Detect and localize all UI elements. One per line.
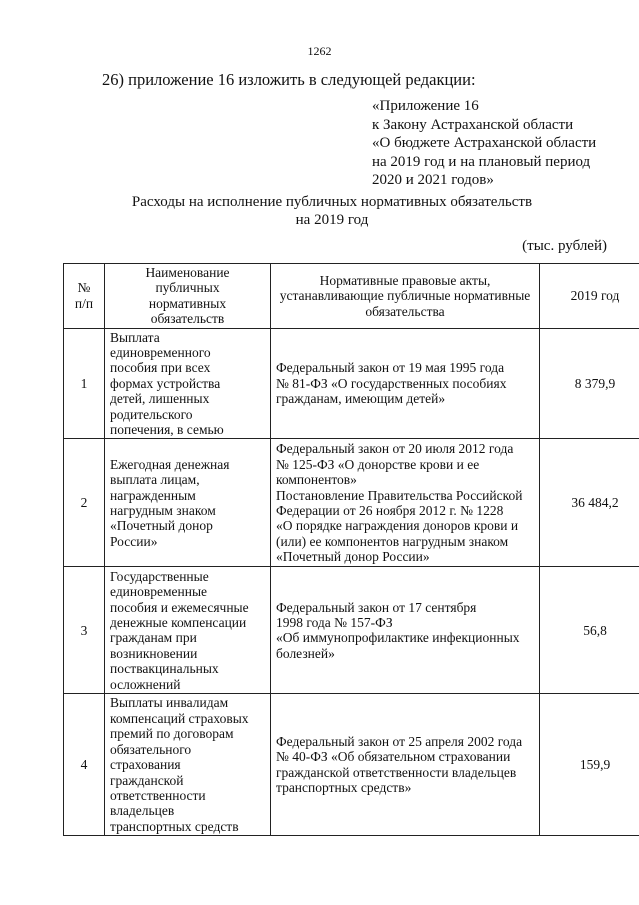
table-row	[64, 328, 639, 439]
header-line: Наименование	[145, 265, 230, 280]
acts-line: гражданам, имеющим детей»	[276, 391, 446, 407]
header-line: устанавливающие публичные нормативные	[279, 288, 531, 304]
amount-2019: 56,8	[540, 567, 639, 694]
acts-line: Федеральный закон от 20 июля 2012 года	[276, 441, 514, 457]
name-line: нагрудным знаком	[110, 502, 216, 518]
legal-acts	[271, 567, 540, 694]
appendix-header-line: «Приложение 16	[372, 98, 479, 114]
name-line: гражданам при	[110, 630, 197, 646]
table-title	[0, 193, 639, 229]
name-line: награжденным	[110, 487, 196, 503]
header-line: №	[77, 280, 91, 296]
name-line: родительского	[110, 406, 193, 422]
acts-line: № 125-ФЗ «О донорстве крови и ее	[276, 456, 480, 472]
acts-line: компонентов»	[276, 472, 357, 488]
table-row	[64, 567, 639, 694]
header-line: обязательств	[150, 311, 225, 327]
acts-line: Федерации от 26 ноября 2012 г. № 1228	[276, 502, 504, 518]
table-title-line: Расходы на исполнение публичных нормативных обязательств	[131, 194, 533, 210]
legal-acts	[271, 439, 540, 567]
amount-2019: 159,9	[540, 694, 639, 836]
name-line: премий по договорам	[110, 726, 234, 742]
appendix-header-line: на 2019 год и на плановый период	[372, 153, 591, 170]
name-line: денежные компенсации	[110, 615, 247, 631]
name-line: поствакцинальных	[110, 661, 219, 677]
acts-line: (или) ее компонентов нагрудным знаком	[276, 533, 509, 549]
name-line: Выплаты инвалидам	[110, 695, 229, 711]
header-year	[540, 264, 639, 329]
obligation-name	[105, 567, 271, 694]
page-number: 1262	[307, 44, 332, 58]
acts-line: «Об иммунопрофилактике инфекционных	[276, 630, 520, 646]
acts-line: транспортных средств»	[276, 780, 412, 796]
name-line: обязательного	[110, 741, 192, 757]
amount-2019: 8 379,9	[540, 328, 639, 439]
table-row	[64, 439, 639, 567]
row-number: 1	[64, 328, 105, 439]
name-line: транспортных средств	[110, 818, 239, 834]
obligations-table	[63, 263, 639, 836]
row-number: 2	[64, 439, 105, 567]
name-line: Ежегодная денежная	[110, 456, 230, 472]
header-line: нормативных	[148, 295, 227, 311]
header-num	[64, 264, 105, 329]
acts-line: № 40-ФЗ «Об обязательном страховании	[276, 749, 511, 765]
name-line: пособия и ежемесячные	[110, 599, 249, 615]
units-label: (тыс. рублей)	[522, 238, 607, 254]
header-line: Нормативные правовые акты,	[319, 272, 491, 288]
appendix-header-line: 2020 и 2021 годов»	[372, 172, 494, 188]
table-row	[64, 694, 639, 836]
row-number: 4	[64, 694, 105, 836]
name-line: выплата лицам,	[110, 472, 200, 488]
table-header-row	[64, 264, 639, 329]
name-line: страхования	[110, 757, 181, 773]
legal-acts	[271, 694, 540, 836]
acts-line: гражданской ответственности владельцев	[276, 764, 517, 780]
table-title-line: на 2019 год	[295, 212, 369, 228]
name-line: единовременного	[110, 345, 211, 361]
header-line: публичных	[155, 280, 220, 296]
header-line: обязательства	[365, 303, 445, 319]
acts-line: болезней»	[276, 645, 335, 661]
amendment-instruction: 26) приложение 16 изложить в следующей редакции:	[102, 70, 476, 89]
name-line: «Почетный донор	[110, 518, 213, 534]
name-line: детей, лишенных	[110, 391, 210, 407]
name-line: возникновении	[110, 645, 198, 661]
acts-line: «О порядке награждения доноров крови и	[276, 518, 519, 534]
appendix-header-line: «О бюджете Астраханской области	[372, 135, 597, 151]
acts-line: Федеральный закон от 17 сентября	[276, 599, 477, 615]
name-line: пособия при всех	[110, 360, 211, 376]
appendix-header	[372, 97, 596, 190]
acts-line: 1998 года № 157-ФЗ	[276, 615, 393, 631]
name-line: формах устройства	[110, 375, 221, 391]
header-line: п/п	[74, 295, 94, 311]
name-line: ответственности	[110, 787, 206, 803]
row-number: 3	[64, 567, 105, 694]
acts-line: «Почетный донор России»	[276, 549, 430, 565]
amount-2019: 36 484,2	[540, 439, 639, 567]
obligation-name	[105, 439, 271, 567]
name-line: попечения, в семью	[110, 422, 224, 438]
name-line: компенсаций страховых	[110, 710, 249, 726]
header-acts	[271, 264, 540, 329]
acts-line: Постановление Правительства Российской	[276, 487, 523, 503]
obligation-name	[105, 694, 271, 836]
legal-acts	[271, 328, 540, 439]
appendix-header-line: к Закону Астраханской области	[372, 116, 574, 133]
obligation-name	[105, 328, 271, 439]
acts-line: Федеральный закон от 25 апреля 2002 года	[276, 733, 523, 749]
header-name	[105, 264, 271, 329]
name-line: гражданской	[110, 772, 184, 788]
name-line: владельцев	[110, 803, 175, 819]
acts-line: № 81-ФЗ «О государственных пособиях	[276, 375, 507, 391]
name-line: единовременные	[110, 584, 208, 600]
name-line: России»	[110, 533, 158, 549]
name-line: Выплата	[110, 329, 160, 345]
name-line: осложнений	[110, 676, 181, 692]
header-line: 2019 год	[570, 288, 620, 304]
acts-line: Федеральный закон от 19 мая 1995 года	[276, 360, 505, 376]
name-line: Государственные	[110, 568, 209, 584]
